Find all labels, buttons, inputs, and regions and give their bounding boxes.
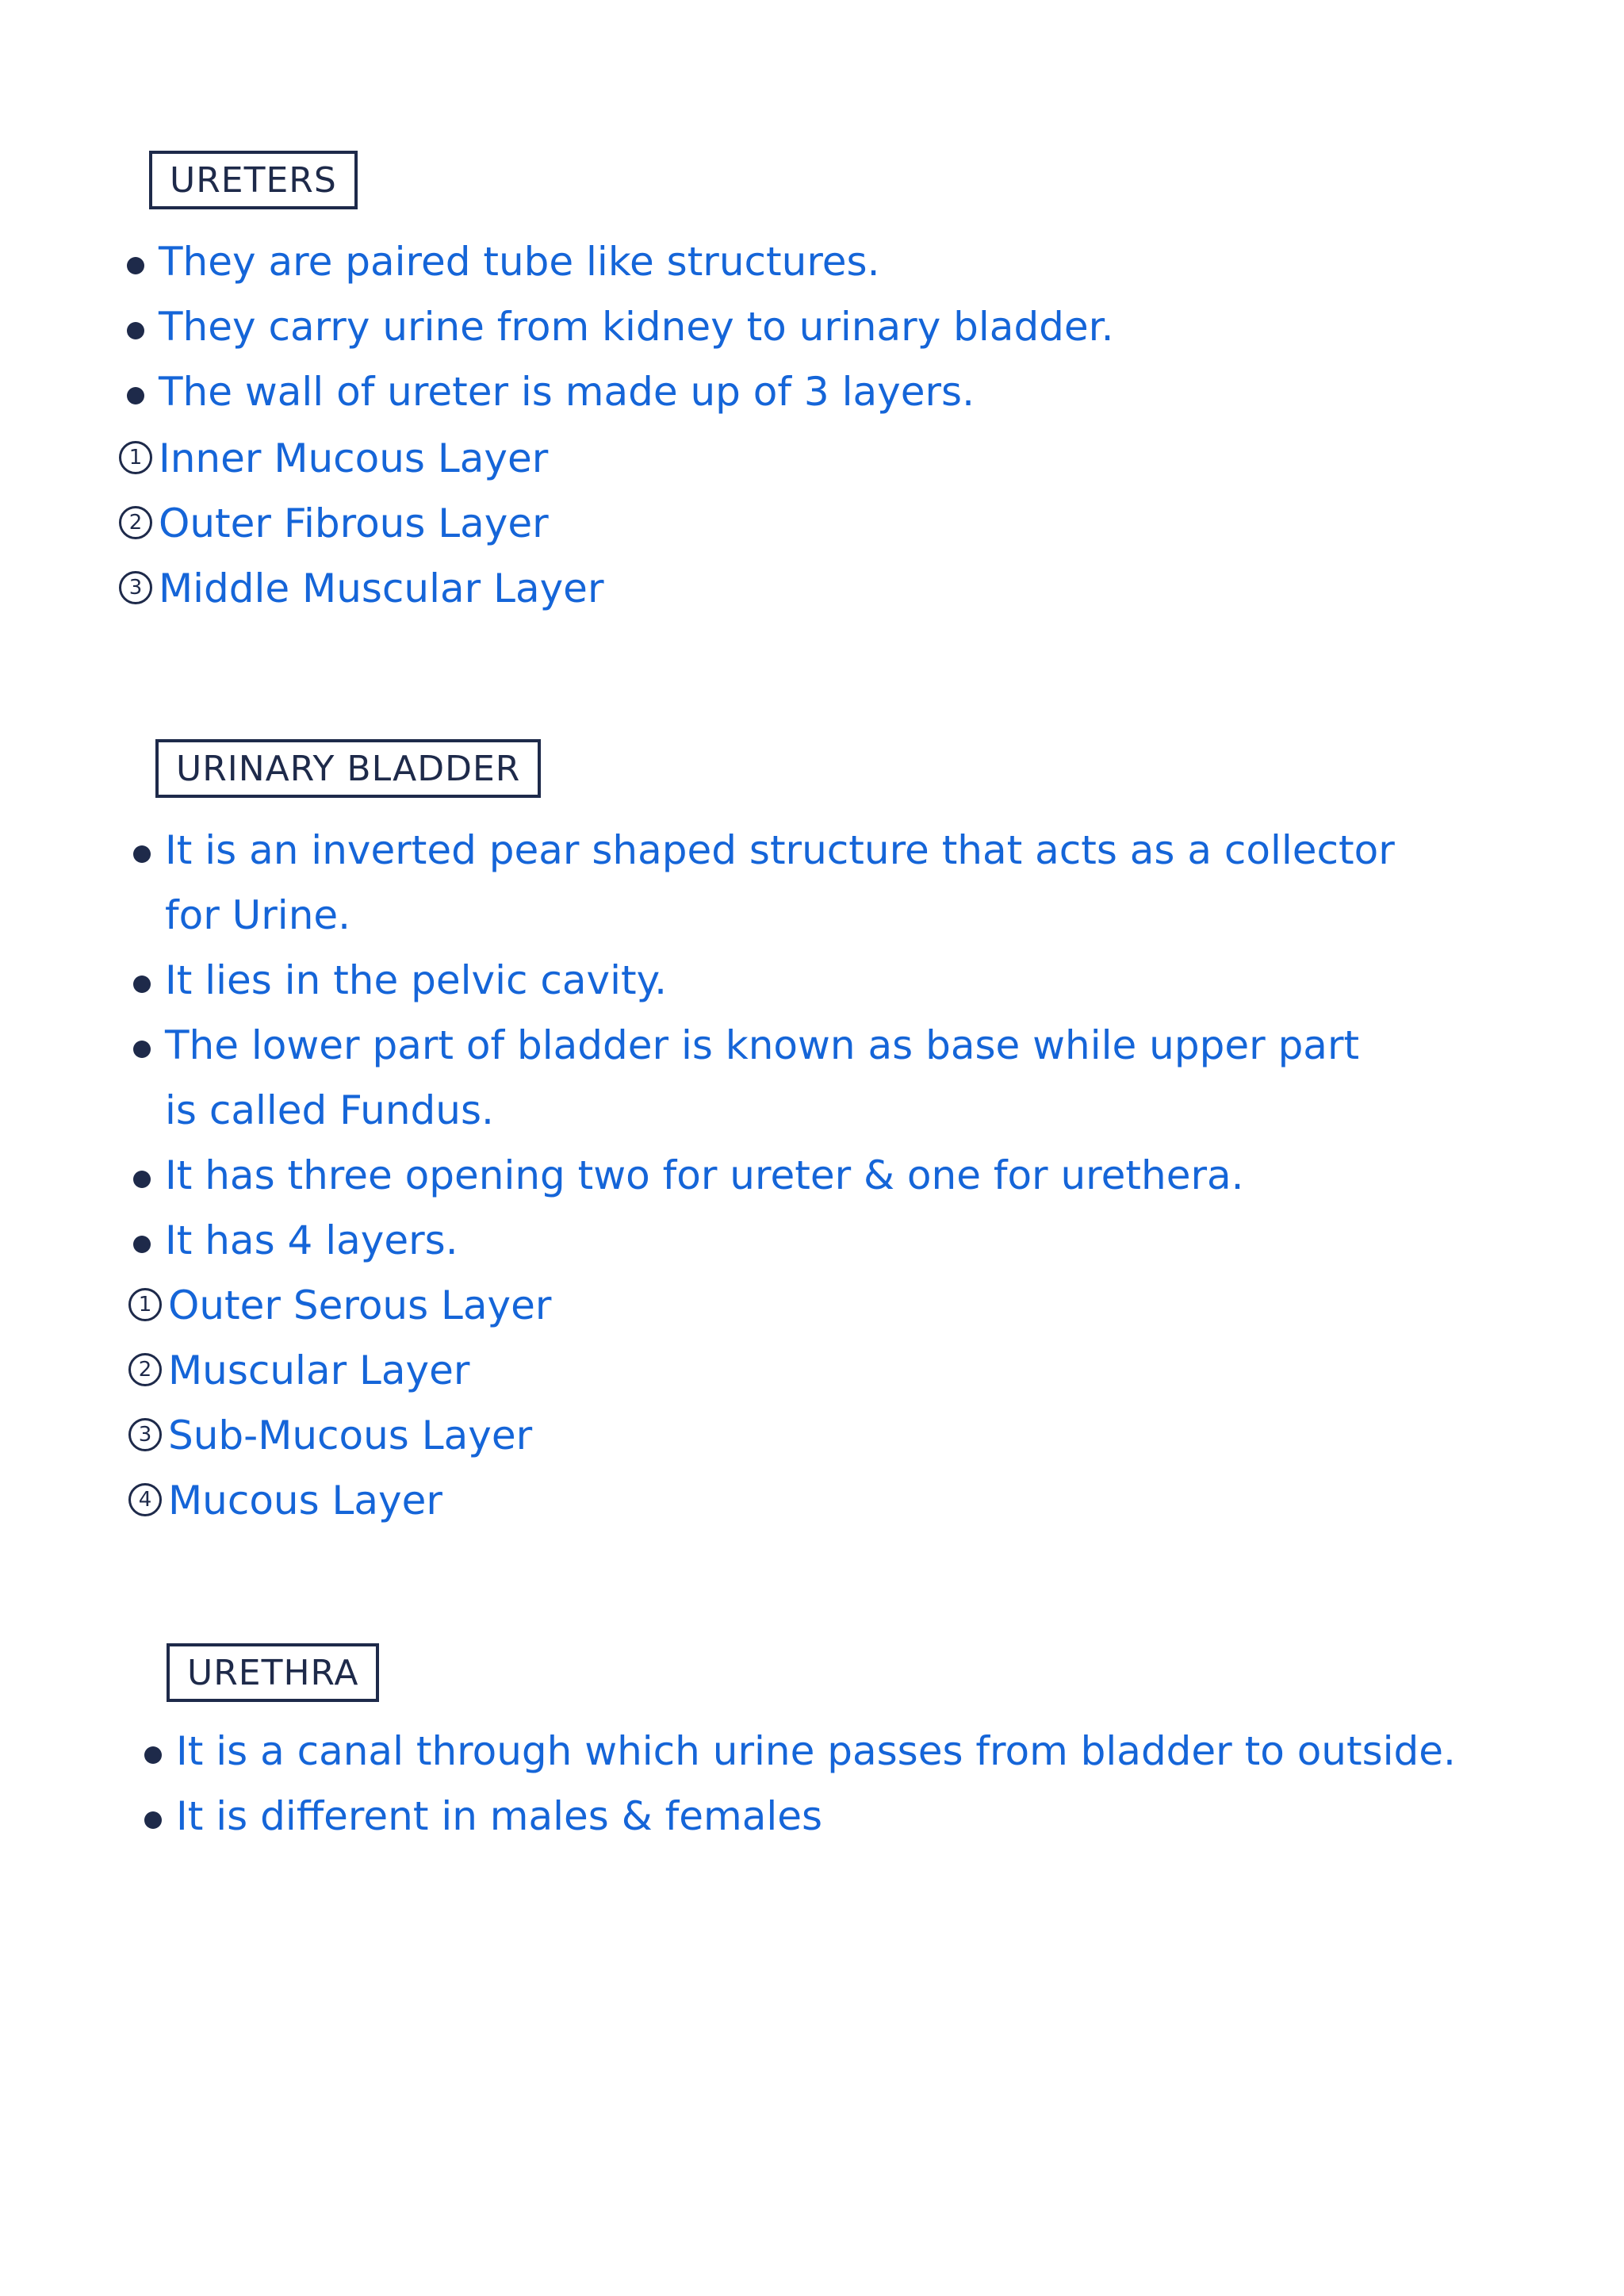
bladder-layer-3 [138,1412,533,1459]
bladder-bullet-4 [165,1152,1244,1199]
number-3-icon: 3 [119,571,152,604]
bullet-icon [127,257,144,274]
urethra-heading: URETHRA [167,1643,379,1702]
bladder-bullet-2-text: It lies in the pelvic cavity. [165,957,667,1003]
bladder-bullet-1-line2: for Urine. [165,892,351,938]
urethra-bullet-1 [176,1727,1456,1775]
bullet-icon [127,322,144,339]
bullet-icon [133,1171,151,1188]
bladder-bullet-4-text: It has three opening two for ureter & one for urethera. [165,1152,1244,1198]
bladder-layer-1-text: Outer Serous Layer [168,1282,552,1328]
bullet-icon [133,845,151,863]
ureters-bullet-2-text: They carry urine from kidney to urinary bladder. [159,304,1114,350]
ureters-layer-3-text: Middle Muscular Layer [159,565,604,611]
ureters-bullet-3 [159,368,975,416]
urethra-bullet-2-text: It is different in males & females [176,1793,823,1839]
ureters-layer-2-text: Outer Fibrous Layer [159,500,549,546]
bladder-layer-1 [138,1282,552,1329]
bladder-bullet-5-text: It has 4 layers. [165,1217,458,1263]
ureters-layer-1 [128,435,549,482]
urethra-bullet-2 [176,1792,822,1840]
number-1-icon: 1 [119,441,152,474]
ureters-layer-2 [128,500,549,547]
bladder-layer-2-text: Muscular Layer [168,1347,470,1393]
number-2-icon: 2 [128,1353,162,1386]
bladder-bullet-3-line2: is called Fundus. [165,1087,494,1133]
ureters-bullet-3-text: The wall of ureter is made up of 3 layers. [159,369,975,415]
bladder-bullet-1-cont [165,891,350,939]
bladder-layer-4-text: Mucous Layer [168,1478,442,1524]
bladder-layer-4 [138,1477,442,1524]
bullet-icon [133,1041,151,1058]
bullet-icon [144,1746,162,1764]
bladder-layer-3-text: Sub-Mucous Layer [168,1412,533,1458]
bladder-bullet-3-line1: The lower part of bladder is known as base while upper part [165,1022,1360,1068]
bullet-icon [144,1811,162,1829]
ureters-bullet-2 [159,303,1114,351]
bullet-icon [133,976,151,993]
bladder-bullet-1-line1: It is an inverted pear shaped structure that acts as a collector [165,827,1395,873]
number-2-icon: 2 [119,506,152,539]
ureters-layer-1-text: Inner Mucous Layer [159,435,549,481]
urethra-bullet-1-text: It is a canal through which urine passes from bladder to outside. [176,1728,1456,1774]
ureters-layer-3 [128,565,604,612]
number-1-icon: 1 [128,1288,162,1321]
bladder-bullet-3 [165,1022,1359,1069]
ureters-bullet-1-text: They are paired tube like structures. [159,239,880,285]
bladder-bullet-1 [165,826,1395,874]
bullet-icon [127,387,144,404]
bladder-bullet-2 [165,956,667,1004]
bladder-bullet-3-cont [165,1087,494,1134]
number-3-icon: 3 [128,1418,162,1451]
number-4-icon: 4 [128,1483,162,1516]
urinary-bladder-heading: URINARY BLADDER [155,739,541,798]
bladder-bullet-5 [165,1217,458,1264]
bullet-icon [133,1236,151,1253]
ureters-heading: URETERS [149,151,358,209]
ureters-bullet-1 [159,238,880,286]
bladder-layer-2 [138,1347,470,1394]
